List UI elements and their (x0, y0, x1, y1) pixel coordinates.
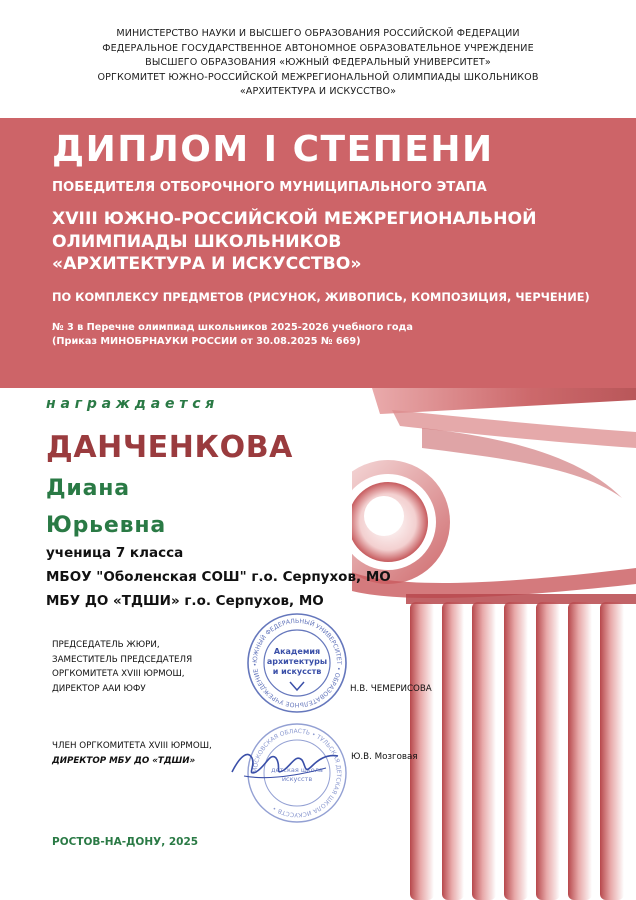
signatory-2-name: Ю.В. Мозговая (351, 752, 418, 762)
olympiad-name (52, 208, 537, 276)
list-note: № 3 в Перечне олимпиад школьников 2025-2026 учебного года (52, 322, 413, 333)
role-line: ПРЕДСЕДАТЕЛЬ ЖЮРИ, (52, 640, 160, 650)
olympiad-line: XVIII ЮЖНО-РОССИЙСКОЙ МЕЖРЕГИОНАЛЬНОЙ (52, 209, 537, 229)
stamp-center-text: детская школа (271, 766, 323, 774)
role-line: ДИРЕКТОР ААИ ЮФУ (52, 684, 146, 695)
issuer-header (0, 27, 636, 100)
handwritten-signature (226, 736, 344, 786)
winner-line: ПОБЕДИТЕЛЯ ОТБОРОЧНОГО МУНИЦИПАЛЬНОГО ЭТАПА (52, 180, 487, 195)
recipient-first-name: Диана (46, 476, 130, 501)
stamp-center-text: и искусств (272, 667, 322, 676)
role-line: ЗАМЕСТИТЕЛЬ ПРЕДСЕДАТЕЛЯ (52, 654, 193, 665)
university-stamp (246, 612, 348, 714)
stamp-center-text: Академия (273, 647, 321, 656)
header-line: МИНИСТЕРСТВО НАУКИ И ВЫСШЕГО ОБРАЗОВАНИЯ РОССИЙСКОЙ ФЕДЕРАЦИИ (116, 28, 520, 39)
header-line: «АРХИТЕКТУРА И ИСКУССТВО» (239, 86, 397, 98)
stamp-ring-text: ЮЖНЫЙ ФЕДЕРАЛЬНЫЙ УНИВЕРСИТЕТ • ОБРАЗОВАТЕЛЬНОЕ УЧРЕЖДЕНИЕ • (251, 617, 343, 709)
stamp-ring-text: МОСКОВСКАЯ ОБЛАСТЬ • ТУЛЬСКАЯ ДЕТСКАЯ ШКОЛА ИСКУССТВ • (251, 727, 343, 819)
signatory-2-role (52, 739, 212, 768)
awarded-label: награждается (46, 396, 220, 412)
stamp-center-text: архитектуры (266, 657, 328, 666)
ionic-column-illustration (352, 388, 636, 900)
signatory-1-role (52, 638, 192, 697)
recipient-grade: ученица 7 класса (46, 545, 184, 561)
column-flutes (410, 602, 624, 900)
signatory-1-name: Н.В. ЧЕМЕРИСОВА (350, 684, 432, 694)
role-line: ОРГКОМИТЕТА XVIII ЮРМОШ, (52, 669, 185, 680)
title-band (0, 118, 636, 388)
role-line: ЧЛЕН ОРГКОМИТЕТА XVIII ЮРМОШ, (52, 741, 212, 751)
order-note: (Приказ МИНОБРНАУКИ РОССИИ от 30.08.2025 № 669) (52, 335, 361, 347)
header-line: ОРГКОМИТЕТ ЮЖНО-РОССИЙСКОЙ МЕЖРЕГИОНАЛЬНОЙ ОЛИМПИАДЫ ШКОЛЬНИКОВ (97, 71, 539, 83)
recipient-art-school: МБУ ДО «ТДШИ» г.о. Серпухов, МО (46, 593, 324, 609)
role-line: ДИРЕКТОР МБУ ДО «ТДШИ» (52, 755, 196, 766)
recipient-patronymic: Юрьевна (46, 513, 166, 538)
subjects-line: ПО КОМПЛЕКСУ ПРЕДМЕТОВ (РИСУНОК, ЖИВОПИСЬ, КОМПОЗИЦИЯ, ЧЕРЧЕНИЕ) (52, 290, 590, 304)
city-and-year: РОСТОВ-НА-ДОНУ, 2025 (52, 836, 199, 848)
header-line: ВЫСШЕГО ОБРАЗОВАНИЯ «ЮЖНЫЙ ФЕДЕРАЛЬНЫЙ УНИВЕРСИТЕТ» (145, 57, 491, 69)
header-line: ФЕДЕРАЛЬНОЕ ГОСУДАРСТВЕННОЕ АВТОНОМНОЕ ОБРАЗОВАТЕЛЬНОЕ УЧРЕЖДЕНИЕ (102, 42, 534, 54)
olympiad-line: ОЛИМПИАДЫ ШКОЛЬНИКОВ (52, 231, 342, 252)
stamp-center-text: искусств (281, 775, 313, 783)
diploma-title: ДИПЛОМ I СТЕПЕНИ (52, 129, 494, 170)
olympiad-line: «АРХИТЕКТУРА И ИСКУССТВО» (52, 254, 362, 274)
recipient-school: МБОУ "Оболенская СОШ" г.о. Серпухов, МО (46, 569, 391, 585)
recipient-surname: ДАНЧЕНКОВА (46, 430, 293, 465)
legal-note (52, 321, 413, 348)
